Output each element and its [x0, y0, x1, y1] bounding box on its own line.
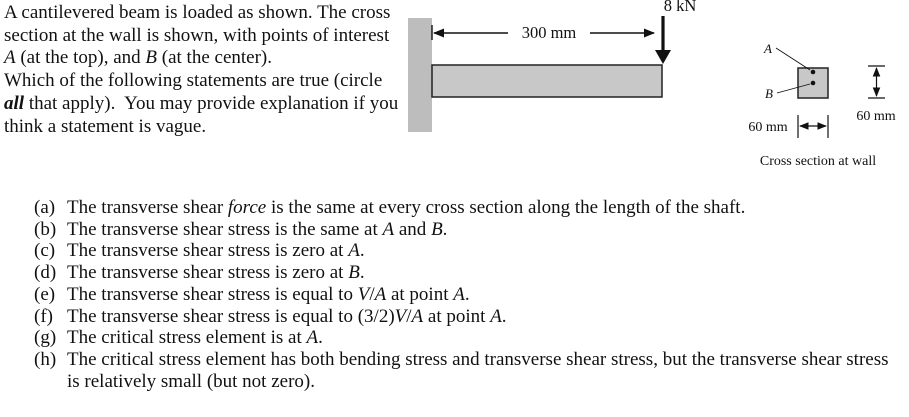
option-b[interactable]: (b) The transverse shear stress is the same at A and B. [34, 219, 894, 241]
option-e[interactable]: (e) The transverse shear stress is equal to V/A at point A. [34, 284, 894, 306]
height-label: 60 mm [856, 109, 896, 124]
beam-figure [0, 0, 909, 200]
section-caption: Cross section at wall [759, 154, 877, 169]
option-h[interactable]: (h) The critical stress element has both bending stress and transverse shear stress, but the transverse shear stress is relatively small (but not zero). [34, 349, 894, 392]
point-a-label: A [764, 41, 772, 56]
option-f[interactable]: (f) The transverse shear stress is equal to (3/2)V/A at point A. [34, 306, 894, 328]
option-a-text: The transverse shear force is the same at every cross section along the length of the shaft. [67, 197, 746, 218]
span-label: 300 mm [521, 23, 577, 42]
point-b-label: B [765, 86, 773, 101]
option-g[interactable]: (g) The critical stress element is at A. [34, 327, 894, 349]
cantilever-beam [432, 65, 662, 97]
option-f-text: The transverse shear stress is equal to (3/2)V/A at point A. [67, 305, 507, 327]
point-b-dot [811, 81, 816, 86]
width-dimension [798, 115, 828, 138]
option-h-text: The critical stress element has both bending stress and transverse shear stress, but the transverse shear stress is relatively small (but not zero). [67, 348, 889, 392]
intro-paragraph-1: A cantilevered beam is loaded as shown. The cross section at the wall is shown, with points of interest A (at the top), and B (at the center). [4, 2, 391, 69]
option-c[interactable]: (c) The transverse shear stress is zero at A. [34, 240, 894, 262]
width-label: 60 mm [748, 120, 788, 135]
option-d-text: The transverse shear stress is zero at B. [67, 262, 365, 284]
option-e-text: The transverse shear stress is equal to V/A at point A. [67, 283, 470, 305]
option-d[interactable]: (d) The transverse shear stress is zero at B. [34, 262, 894, 284]
intro-paragraph-2: Which of the following statements are true (circle all that apply). You may provide explanation if you think a statement is vague. [4, 70, 399, 137]
point-a-dot [811, 70, 816, 75]
option-b-text: The transverse shear stress is the same at A and B. [67, 218, 448, 240]
point-a-leader [776, 48, 810, 70]
height-dimension [868, 66, 885, 98]
option-c-text: The transverse shear stress is zero at A. [67, 240, 365, 262]
load-arrow [655, 16, 671, 64]
option-g-text: The critical stress element is at A. [67, 327, 323, 349]
wall-support [408, 18, 432, 132]
answer-options [34, 197, 894, 392]
load-label: 8 kN [663, 0, 697, 15]
option-a[interactable]: (a) The transverse shear force is the same at every cross section along the length of the shaft. [34, 197, 894, 219]
